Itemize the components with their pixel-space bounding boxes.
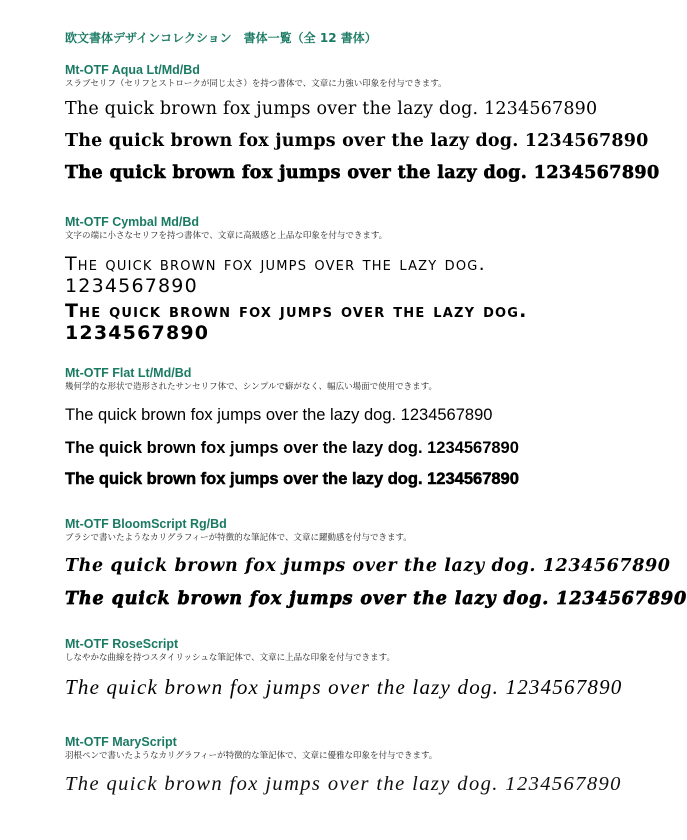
font-section-rosescript xyxy=(65,637,623,707)
font-description-cymbal: 文字の端に小さなセリフを持つ書体で、文章に高級感と上品な印象を付与できます。 xyxy=(65,231,388,241)
font-name-aqua: Mt-OTF Aqua Lt/Md/Bd xyxy=(65,63,200,77)
sample-flat-light: The quick brown fox jumps over the lazy dog. 1234567890 xyxy=(65,406,493,424)
font-name-maryscript: Mt-OTF MaryScript xyxy=(65,735,177,749)
sample-flat-medium: The quick brown fox jumps over the lazy dog. 1234567890 xyxy=(65,439,519,457)
font-description-bloomscript: ブラシで書いたようなカリグラフィーが特徴的な筆記体で、文章に躍動感を付与できます。 xyxy=(65,533,412,543)
font-section-cymbal xyxy=(65,215,605,345)
font-description-rosescript: しなやかな曲線を持つスタイリッシュな筆記体で、文章に上品な印象を付与できます。 xyxy=(65,653,395,663)
sample-maryscript: The quick brown fox jumps over the lazy dog. 1234567890 xyxy=(65,773,622,795)
sample-aqua-bold: The quick brown fox jumps over the lazy dog. 1234567890 xyxy=(65,163,660,183)
font-description-flat: 幾何学的な形状で造形されたサンセリフ体で、シンプルで癖がなく、幅広い場面で使用できます。 xyxy=(65,382,438,392)
font-section-maryscript xyxy=(65,735,622,810)
font-name-flat: Mt-OTF Flat Lt/Md/Bd xyxy=(65,366,192,380)
sample-flat-bold: The quick brown fox jumps over the lazy dog. 1234567890 xyxy=(65,470,519,488)
font-description-aqua: スラブセリフ（セリフとストロークが同じ太さ）を持つ書体で、文章に力強い印象を付与できます。 xyxy=(65,79,447,89)
font-section-bloomscript xyxy=(65,517,687,617)
sample-bloomscript-regular: The quick brown fox jumps over the lazy dog. 1234567890 xyxy=(65,556,671,576)
sample-rosescript: The quick brown fox jumps over the lazy dog. 1234567890 xyxy=(65,675,623,699)
sample-cymbal-bold: The quick brown fox jumps over the lazy dog. 1234567890 xyxy=(65,300,528,344)
font-name-rosescript: Mt-OTF RoseScript xyxy=(65,637,179,651)
sample-cymbal-medium: The quick brown fox jumps over the lazy dog. 1234567890 xyxy=(65,253,486,297)
font-section-aqua xyxy=(65,63,660,193)
sample-aqua-medium: The quick brown fox jumps over the lazy dog. 1234567890 xyxy=(65,131,649,151)
font-name-bloomscript: Mt-OTF BloomScript Rg/Bd xyxy=(65,517,227,531)
font-description-maryscript: 羽根ペンで書いたようなカリグラフィーが特徴的な筆記体で、文章に優雅な印象を付与できます。 xyxy=(65,751,438,761)
sample-aqua-light: The quick brown fox jumps over the lazy dog. 1234567890 xyxy=(65,99,598,119)
sample-bloomscript-bold: The quick brown fox jumps over the lazy dog. 1234567890 xyxy=(65,589,687,609)
page-title: 欧文書体デザインコレクション 書体一覧（全 12 書体） xyxy=(65,31,377,45)
font-section-flat xyxy=(65,366,605,496)
font-name-cymbal: Mt-OTF Cymbal Md/Bd xyxy=(65,215,200,229)
